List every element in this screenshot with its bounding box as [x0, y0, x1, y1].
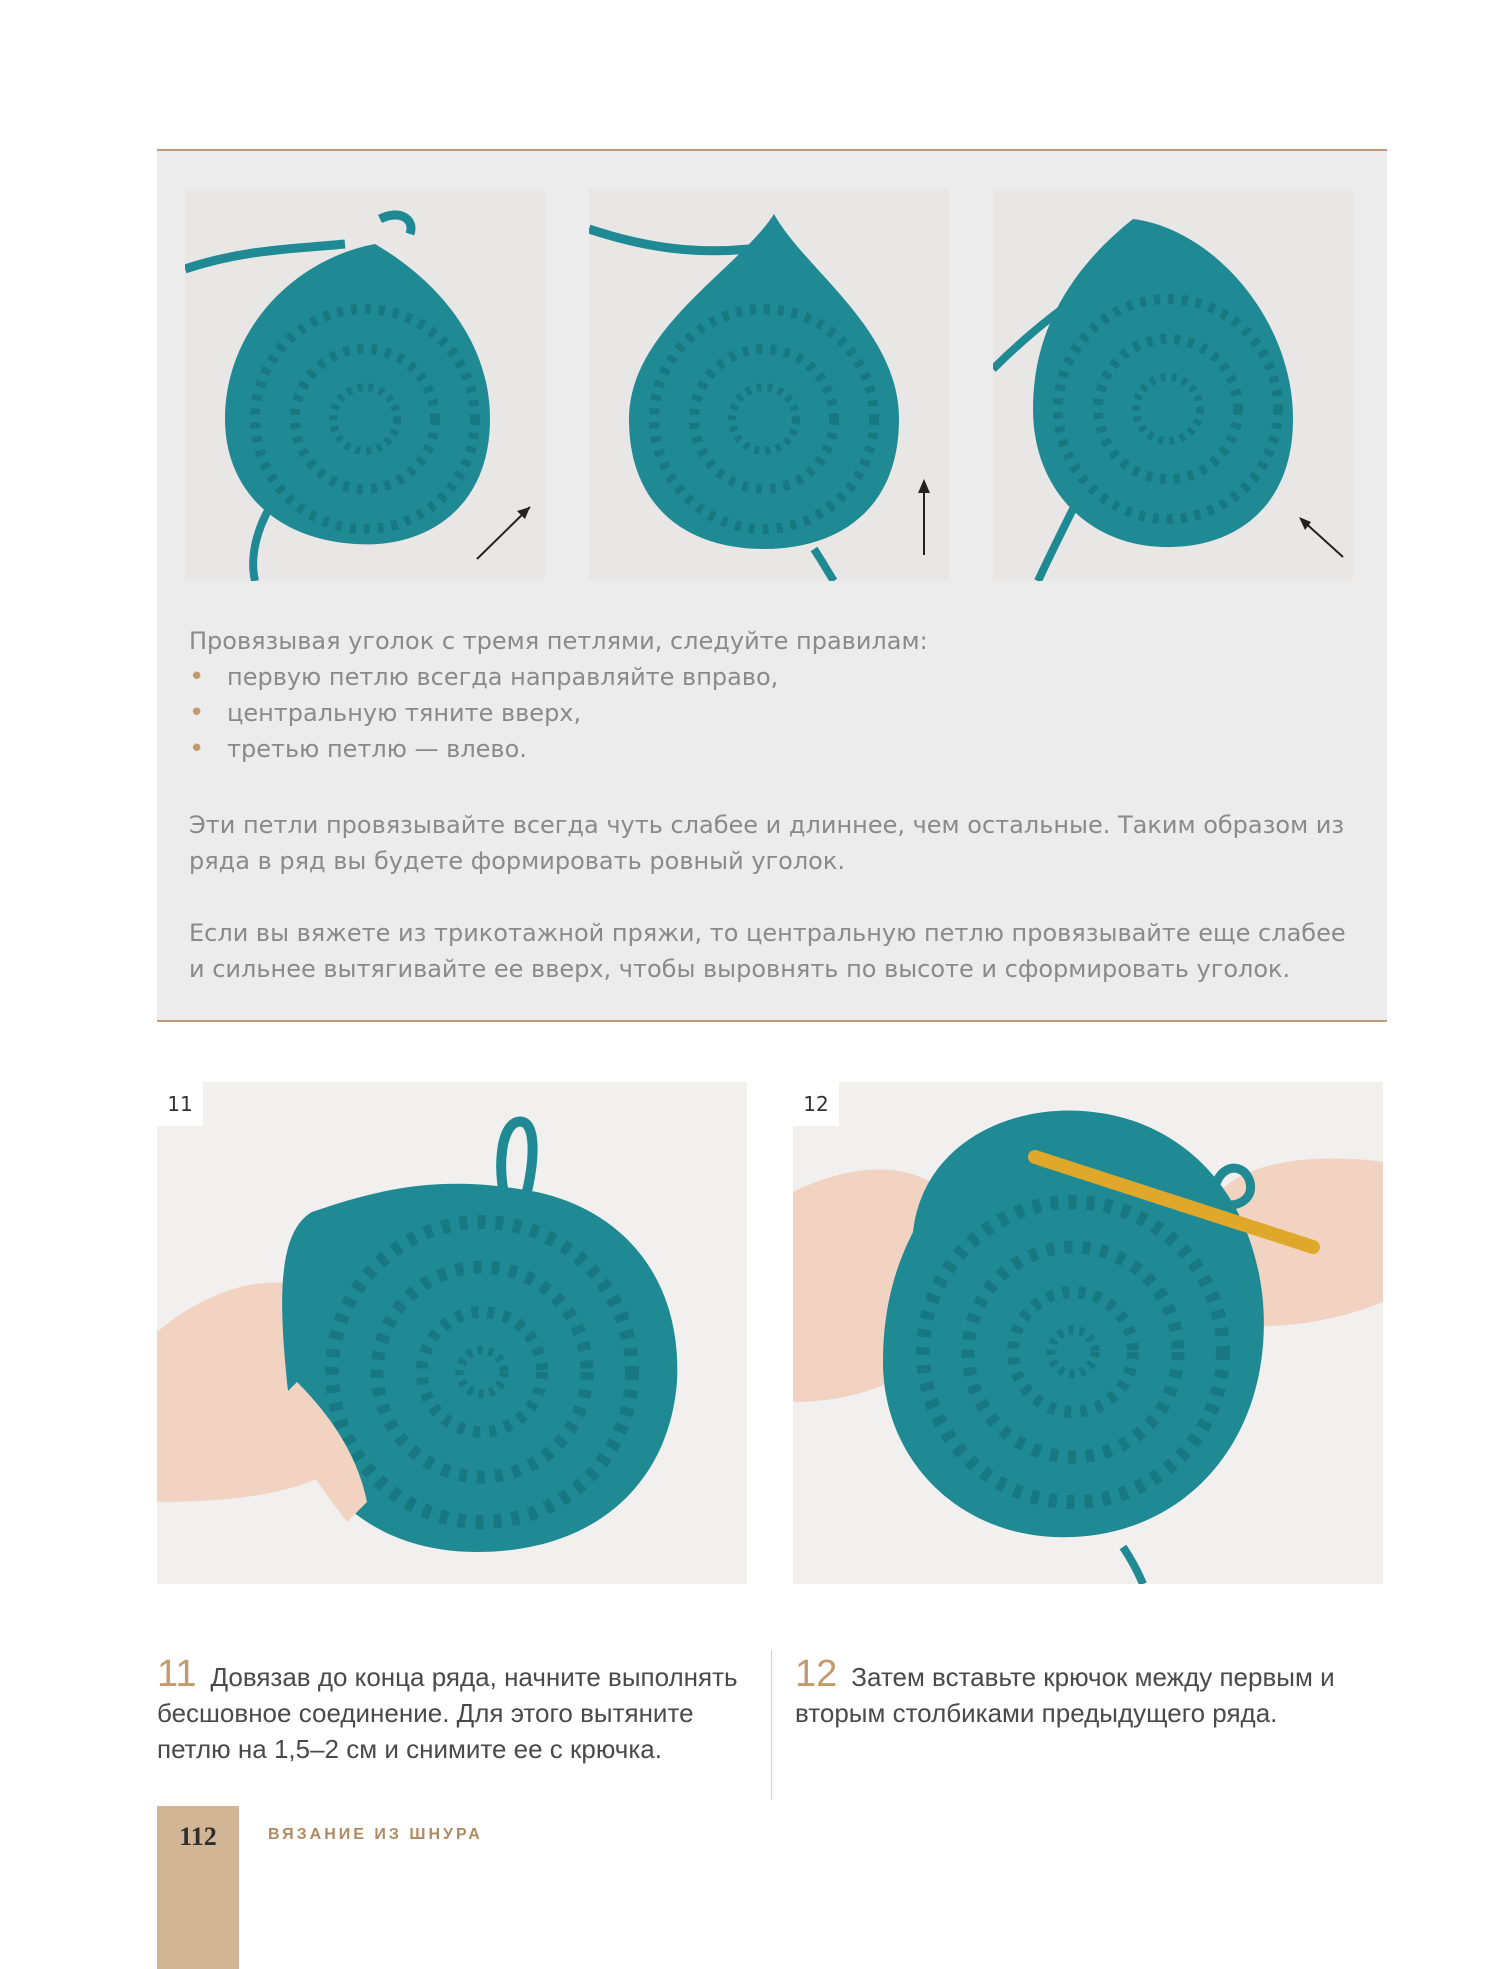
- tip-intro-block: [189, 623, 1359, 767]
- photo-corner-center-loop: [589, 189, 949, 581]
- photo-corner-right-loop: [185, 189, 545, 581]
- step-12-number: 12: [795, 1653, 838, 1695]
- step-12-photo: [793, 1082, 1383, 1584]
- section-title: ВЯЗАНИЕ ИЗ ШНУРА: [268, 1826, 483, 1843]
- step-11-number: 11: [157, 1653, 197, 1695]
- tip-paragraph-1: Эти петли провязывайте всегда чуть слабее и длиннее, чем остальные. Таким образом из ряда в ряд вы будете формировать ровный уголок.: [189, 811, 1345, 875]
- photo-corner-left-loop: [993, 189, 1353, 581]
- step-11-text: Довязав до конца ряда, начните выполнять бесшовное соединение. Для этого вытяните петлю на 1,5–2 см и снимите ее с крючка.: [157, 1662, 738, 1764]
- tip-rule: • первую петлю всегда направляйте вправо,: [189, 659, 1359, 695]
- tip-rule: • третью петлю — влево.: [189, 731, 1359, 767]
- step-12-text: Затем вставьте крючок между первым и вторым столбиками предыдущего ряда.: [795, 1662, 1335, 1728]
- tip-rules-list: [189, 659, 1359, 767]
- step-11-caption: [157, 1653, 747, 1767]
- tip-box: [157, 149, 1387, 1022]
- tip-intro: Провязывая уголок с тремя петлями, следуйте правилам:: [189, 627, 928, 655]
- tip-paragraph-2: Если вы вяжете из трикотажной пряжи, то центральную петлю провязывайте еще слабее и сильнее вытягивайте ее вверх, чтобы выровнять по высоте и сформировать уголок.: [189, 919, 1346, 983]
- page-number: 112: [179, 1822, 217, 1851]
- step-12-badge: 12: [793, 1082, 839, 1126]
- caption-divider: [771, 1650, 772, 1800]
- step-11-photo: [157, 1082, 747, 1584]
- step-12-caption: [795, 1653, 1355, 1731]
- step-11-badge: 11: [157, 1082, 203, 1126]
- tip-rule: • центральную тяните вверх,: [189, 695, 1359, 731]
